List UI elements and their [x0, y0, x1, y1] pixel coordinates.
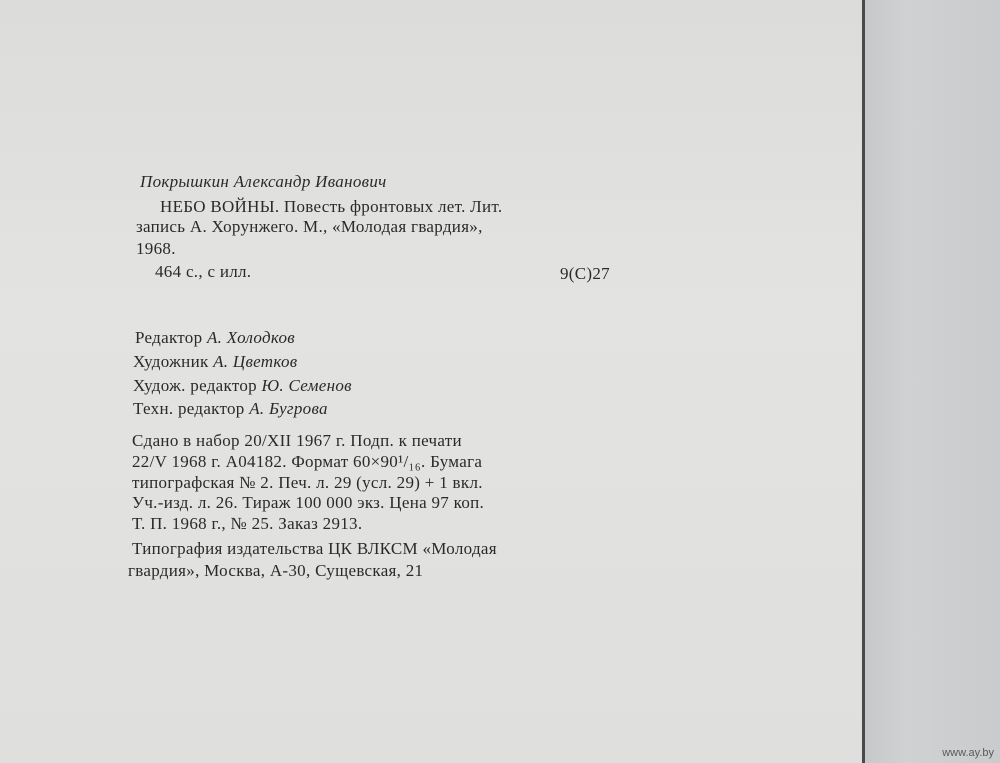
- print-details-line-4: Уч.-изд. л. 26. Тираж 100 000 экз. Цена 97 коп.: [132, 493, 485, 512]
- editor-credit: [135, 328, 295, 348]
- art-editor-label: Худож. редактор: [133, 376, 257, 395]
- watermark-text: www.ay.by: [942, 747, 994, 759]
- print-details-line-2: 22/V 1968 г. А04182. Формат 60×90¹/₁₆. Бумага: [132, 452, 483, 471]
- art-editor-credit: [133, 376, 352, 396]
- title-line-1: НЕБО ВОЙНЫ. Повесть фронтовых лет. Лит.: [160, 197, 503, 216]
- adjacent-page: [865, 0, 1000, 763]
- tech-editor-name: А. Бугрова: [249, 399, 328, 418]
- print-details-line-5: Т. П. 1968 г., № 25. Заказ 2913.: [132, 514, 363, 533]
- artist-credit: [133, 352, 297, 372]
- editor-label: Редактор: [135, 328, 203, 347]
- title-line-3: 1968.: [136, 239, 176, 258]
- art-editor-name: Ю. Семенов: [261, 376, 352, 395]
- print-details-line-3: типографская № 2. Печ. л. 29 (усл. 29) + 1 вкл.: [132, 473, 483, 492]
- tech-editor-label: Техн. редактор: [133, 399, 245, 418]
- artist-name: А. Цветков: [213, 352, 298, 371]
- artist-label: Художник: [133, 352, 209, 371]
- title-line-2: запись А. Хорунжего. М., «Молодая гвардия»,: [136, 217, 483, 236]
- editor-name: А. Холодков: [206, 328, 295, 347]
- classification-code: 9(С)27: [560, 264, 610, 283]
- author-name: Покрышкин Александр Иванович: [140, 172, 387, 191]
- tech-editor-credit: [133, 399, 328, 419]
- printing-house-line-2: гвардия», Москва, А-30, Сущевская, 21: [128, 561, 424, 580]
- print-details-line-1: Сдано в набор 20/XII 1967 г. Подп. к печати: [132, 431, 462, 450]
- pages-info: 464 с., с илл.: [155, 262, 252, 281]
- printing-house-line-1: Типография издательства ЦК ВЛКСМ «Молодая: [132, 539, 497, 558]
